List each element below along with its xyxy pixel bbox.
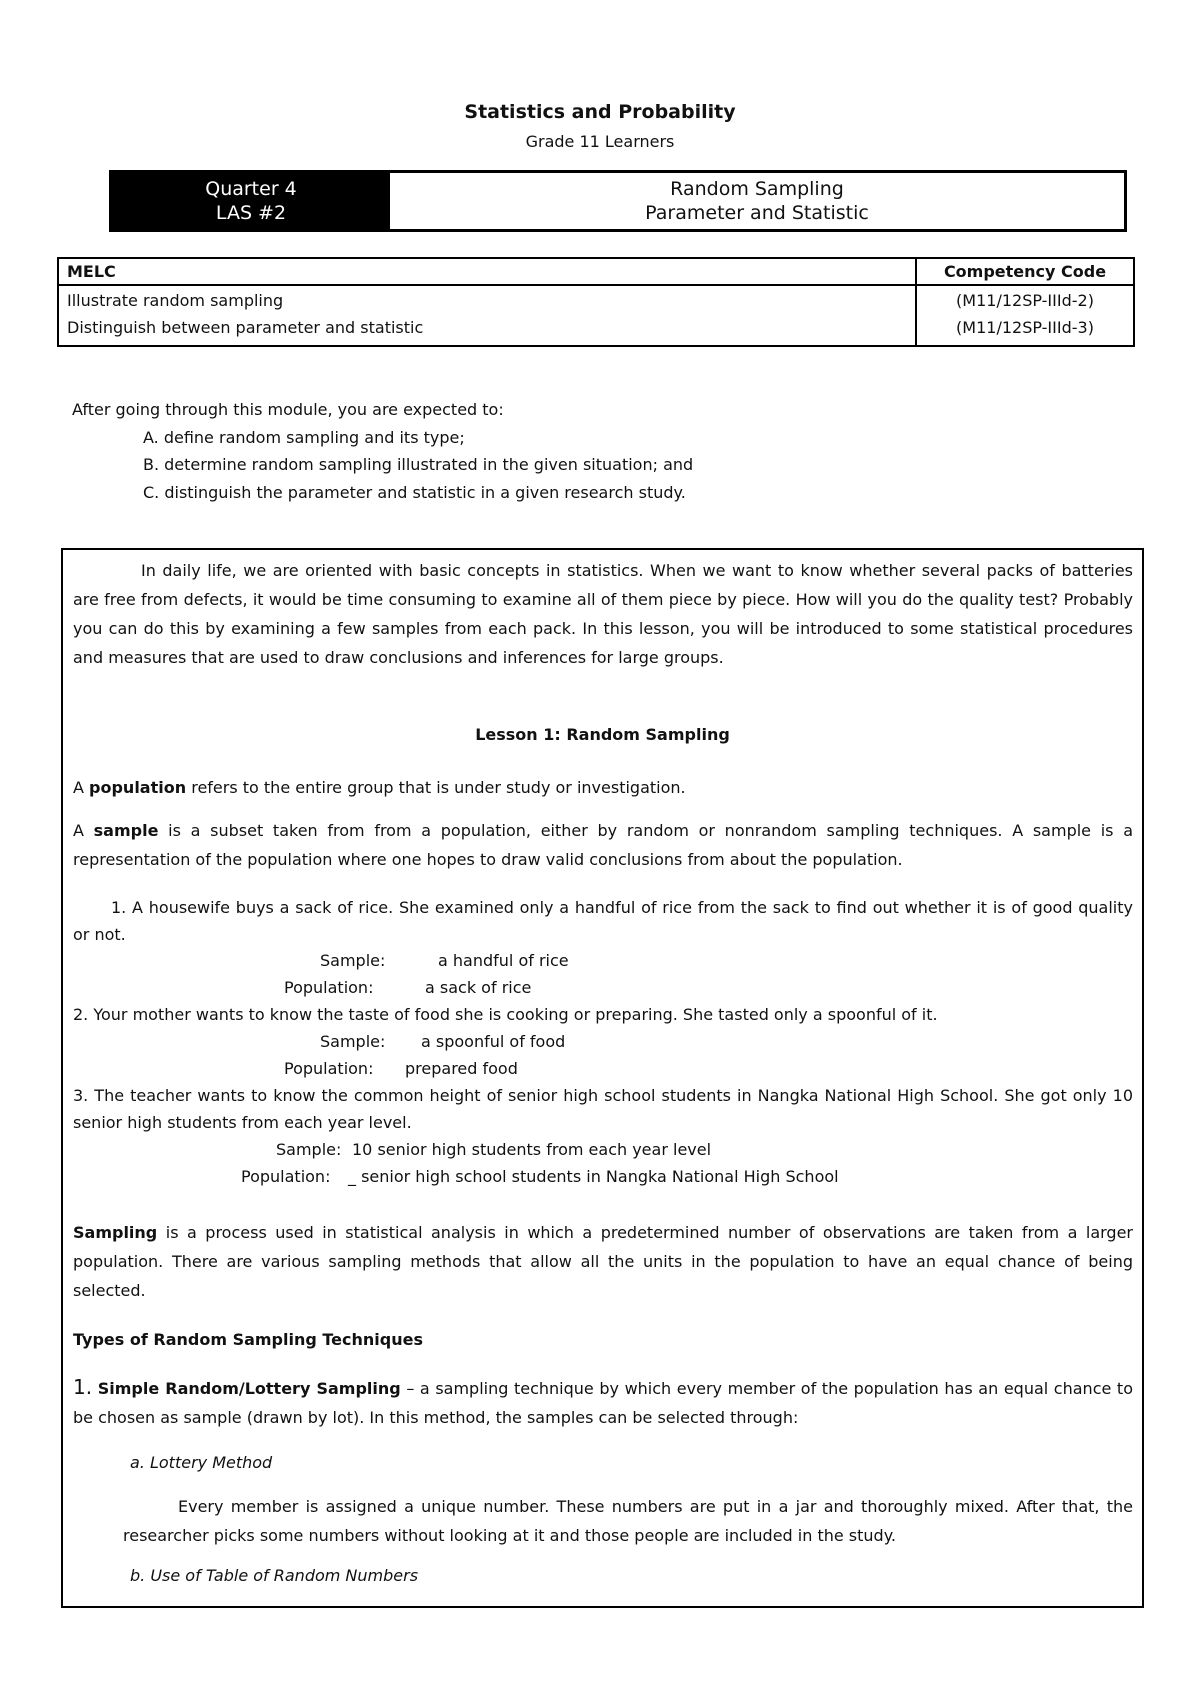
- objective-item: C. distinguish the parameter and statistic in a given research study.: [143, 482, 686, 502]
- melc-item: Distinguish between parameter and statistic: [67, 318, 424, 337]
- population-term: population: [89, 778, 187, 797]
- technique-1: [73, 1373, 1133, 1432]
- method-a-heading: a. Lottery Method: [130, 1453, 273, 1472]
- melc-table-header: [58, 258, 1134, 285]
- objective-item: A. define random sampling and its type;: [143, 427, 465, 447]
- melc-table-row: [58, 285, 1134, 346]
- topic-block: [390, 173, 1124, 229]
- example-3-population-label: Population:: [241, 1167, 331, 1186]
- sample-term: sample: [93, 821, 159, 840]
- code-cell: [916, 285, 1134, 346]
- example-2-sample-label: Sample:: [320, 1032, 386, 1051]
- example-2-sample-value: a spoonful of food: [421, 1032, 566, 1051]
- topic-line-1: Random Sampling: [670, 178, 844, 200]
- population-lead: A: [73, 778, 90, 797]
- intro-paragraph: In daily life, we are oriented with basic concepts in statistics. When we want to know whether several packs of batteries are free from defects, it would be time consuming to examine all of them piece by piece. How will you do the quality test? Probably you can do this by examining a few samples from each pack. In this lesson, you will be introduced to some statistical procedures and measures that are used to draw conclusions and inferences for large groups.: [73, 561, 1133, 667]
- population-definition: [73, 773, 1133, 802]
- competency-code: (M11/12SP-IIId-3): [956, 318, 1094, 337]
- quarter-block: [112, 173, 390, 229]
- document-title: Statistics and Probability: [464, 101, 736, 123]
- melc-item: Illustrate random sampling: [67, 291, 284, 310]
- technique-1-text: – a sampling technique by which every member of the population has an equal chance to be chosen as sample (drawn by lot). In this method, the samples can be selected through:: [73, 1379, 1133, 1427]
- example-1: 1. A housewife buys a sack of rice. She examined only a handful of rice from the sack to find out whether it is of good quality or not.: [73, 898, 1133, 944]
- code-column-header: Competency Code: [916, 258, 1134, 285]
- melc-table: [57, 257, 1135, 347]
- sample-lead: A: [73, 821, 94, 840]
- example-1-sample-value: a handful of rice: [438, 951, 569, 970]
- topic-line-2: Parameter and Statistic: [645, 202, 869, 224]
- example-1-population-label: Population:: [284, 978, 374, 997]
- types-heading: Types of Random Sampling Techniques: [73, 1330, 423, 1349]
- example-2: 2. Your mother wants to know the taste of food she is cooking or preparing. She tasted only a spoonful of it.: [73, 1005, 938, 1024]
- example-2-population-label: Population:: [284, 1059, 374, 1078]
- example-3-sample-label: Sample:: [276, 1140, 342, 1159]
- example-3: 3. The teacher wants to know the common height of senior high school students in Nangka National High School. She got only 10 senior high students from each year level.: [73, 1086, 1133, 1132]
- example-3-sample-value: 10 senior high students from each year level: [352, 1140, 712, 1159]
- quarter-label: Quarter 4: [205, 178, 297, 200]
- las-label: LAS #2: [215, 202, 287, 224]
- sample-text: is a subset taken from from a population, either by random or nonrandom sampling techniques. A sample is a representation of the population where one hopes to draw valid conclusions from about the population.: [73, 821, 1133, 869]
- sampling-definition: [73, 1218, 1133, 1305]
- objectives-intro: After going through this module, you are expected to:: [72, 400, 504, 419]
- technique-1-term: Simple Random/Lottery Sampling: [97, 1379, 401, 1398]
- example-3-population-value: _ senior high school students in Nangka National High School: [348, 1167, 839, 1186]
- method-b-heading: b. Use of Table of Random Numbers: [130, 1566, 419, 1585]
- lesson-title: Lesson 1: Random Sampling: [475, 725, 730, 744]
- objectives: [72, 396, 693, 506]
- melc-column-header: MELC: [58, 258, 916, 285]
- sampling-term: Sampling: [73, 1223, 158, 1242]
- lesson-banner: [109, 170, 1127, 232]
- lesson-content-box: [61, 548, 1144, 1608]
- example-2-population-value: prepared food: [405, 1059, 518, 1078]
- melc-cell: [58, 285, 916, 346]
- sampling-text: is a process used in statistical analysis in which a predetermined number of observations are taken from a larger population. There are various sampling methods that allow all the units in the population to have an equal chance of being selected.: [73, 1223, 1133, 1300]
- sample-definition: [73, 816, 1133, 874]
- method-a-text: Every member is assigned a unique number. These numbers are put in a jar and thoroughly mixed. After that, the researcher picks some numbers without looking at it and those people are included in the study.: [123, 1497, 1133, 1545]
- objective-item: B. determine random sampling illustrated in the given situation; and: [143, 455, 694, 474]
- competency-code: (M11/12SP-IIId-2): [956, 291, 1094, 310]
- population-text: refers to the entire group that is under study or investigation.: [186, 778, 686, 797]
- technique-1-number: 1.: [73, 1375, 93, 1399]
- document-subtitle: Grade 11 Learners: [525, 132, 675, 151]
- example-1-sample-label: Sample:: [320, 951, 386, 970]
- example-1-population-value: a sack of rice: [425, 978, 532, 997]
